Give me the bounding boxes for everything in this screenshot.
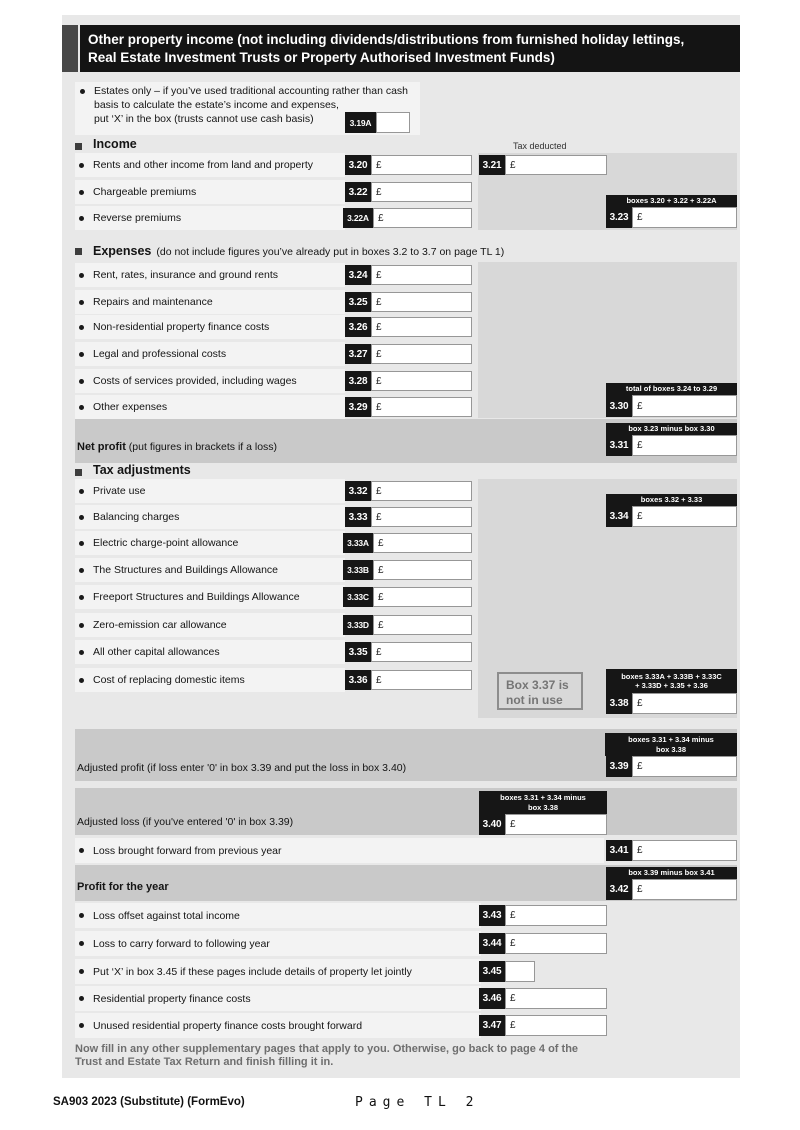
box-input-3.31[interactable] <box>632 435 737 456</box>
bullet-icon <box>79 996 84 1001</box>
box-3.37-note-line2: not in use <box>506 693 563 707</box>
bullet-icon <box>79 913 84 918</box>
bullet-icon <box>79 623 84 628</box>
section-square-icon <box>75 469 82 476</box>
summary-caption-3.40-line2: box 3.38 <box>527 802 558 812</box>
box-input-3.39[interactable] <box>632 756 737 777</box>
adjusted-loss-label: Adjusted loss (if you've entered '0' in box 3.39) <box>77 816 294 828</box>
box-input-3.36[interactable] <box>371 670 472 690</box>
header-side-strip <box>62 25 78 72</box>
profit-for-year-label: Profit for the year <box>77 881 169 893</box>
summary-caption-3.42: box 3.39 minus box 3.41 <box>606 867 737 879</box>
box-number-3.38: 3.38 <box>606 693 632 714</box>
form-id-footer: SA903 2023 (Substitute) (FormEvo) <box>53 1096 245 1108</box>
box-number-3.25: 3.25 <box>345 292 371 312</box>
pound-sign: £ <box>637 884 643 895</box>
row-label: Zero-emission car allowance <box>93 619 227 631</box>
row-label: Unused residential property finance costs brought forward <box>93 1019 363 1032</box>
summary-caption-3.38-line1: boxes 3.33A + 3.33B + 3.33C <box>621 671 722 681</box>
box-number-3.33: 3.33 <box>345 507 371 527</box>
pound-sign: £ <box>376 269 382 281</box>
row-label: Loss to carry forward to following year <box>93 937 270 950</box>
box-number-3.21: 3.21 <box>479 155 505 175</box>
tax-adjustments-title: Tax adjustments <box>93 463 191 477</box>
row-3.33 <box>75 505 345 529</box>
box-number-3.39: 3.39 <box>606 756 632 777</box>
bullet-icon <box>79 325 84 330</box>
row-3.26 <box>75 315 345 339</box>
row-3.33D <box>75 613 345 637</box>
summary-caption-3.23: boxes 3.20 + 3.22 + 3.22A <box>606 195 737 207</box>
box-input-3.30[interactable] <box>632 395 737 417</box>
row-label: Chargeable premiums <box>93 186 197 198</box>
pound-sign: £ <box>376 348 382 360</box>
row-3.33B <box>75 558 345 582</box>
row-label: All other capital allowances <box>93 646 220 658</box>
row-3.43 <box>75 903 481 928</box>
bullet-icon <box>79 941 84 946</box>
summary-caption-3.38 <box>606 669 737 693</box>
box-number-3.33D: 3.33D <box>343 615 373 635</box>
row-label: Electric charge-point allowance <box>93 537 239 549</box>
row-3.36 <box>75 668 345 692</box>
box-input-3.33A[interactable] <box>373 533 472 553</box>
box-input-3.47[interactable] <box>505 1015 607 1036</box>
bullet-icon <box>79 190 84 195</box>
row-label: Repairs and maintenance <box>93 296 213 308</box>
pound-sign: £ <box>378 537 384 549</box>
box-number-3.35: 3.35 <box>345 642 371 662</box>
box-number-3.26: 3.26 <box>345 317 371 337</box>
box-number-3.30: 3.30 <box>606 395 632 417</box>
estates-note-line3: put ‘X’ in the box (trusts cannot use cash basis) <box>94 113 314 125</box>
box-number-3.31: 3.31 <box>606 435 632 456</box>
row-label: Rents and other income from land and property <box>93 159 314 171</box>
closing-note <box>75 1043 578 1069</box>
net-profit-label-row <box>77 441 277 453</box>
summary-caption-3.38-line2: + 3.33D + 3.35 + 3.36 <box>635 681 708 690</box>
pound-sign: £ <box>378 591 384 603</box>
box-input-3.32[interactable] <box>371 481 472 501</box>
summary-caption-3.40 <box>479 791 607 814</box>
bullet-icon <box>79 163 84 168</box>
row-3.28 <box>75 369 345 393</box>
row-label: Reverse premiums <box>93 212 182 224</box>
net-profit-label: Net profit <box>77 441 126 453</box>
pound-sign: £ <box>376 646 382 658</box>
box-input-3.33C[interactable] <box>373 587 472 607</box>
page-number-footer: Page TL 2 <box>355 1095 480 1110</box>
box-number-3.19A: 3.19A <box>345 112 376 133</box>
box-number-3.32: 3.32 <box>345 481 371 501</box>
bullet-icon <box>80 89 85 94</box>
net-profit-note: (put figures in brackets if a loss) <box>125 441 278 453</box>
pound-sign: £ <box>637 511 643 522</box>
pound-sign: £ <box>376 296 382 308</box>
row-3.24 <box>75 263 345 287</box>
box-number-3.46: 3.46 <box>479 988 505 1009</box>
pound-sign: £ <box>376 485 382 497</box>
row-3.33C <box>75 585 345 609</box>
row-label: Balancing charges <box>93 511 180 523</box>
row-3.44 <box>75 931 481 956</box>
summary-caption-3.34: boxes 3.32 + 3.33 <box>606 494 737 506</box>
box-input-3.27[interactable] <box>371 344 472 364</box>
bullet-icon <box>79 1023 84 1028</box>
box-number-3.33C: 3.33C <box>343 587 373 607</box>
closing-note-line2: Trust and Estate Tax Return and finish filling it in. <box>75 1056 334 1068</box>
row-3.46 <box>75 986 481 1011</box>
box-input-3.40[interactable] <box>505 814 607 835</box>
pound-sign: £ <box>510 993 516 1004</box>
pound-sign: £ <box>376 186 382 198</box>
summary-caption-3.30: total of boxes 3.24 to 3.29 <box>606 383 737 395</box>
bullet-icon <box>79 650 84 655</box>
estates-note-line2: basis to calculate the estate’s income and expenses, <box>94 99 339 111</box>
row-label: Cost of replacing domestic items <box>93 674 245 686</box>
summary-caption-3.31: box 3.23 minus box 3.30 <box>606 423 737 435</box>
pound-sign: £ <box>510 159 516 171</box>
box-input-3.43[interactable] <box>505 905 607 926</box>
box-input-3.21[interactable] <box>505 155 607 175</box>
box-input-3.42[interactable] <box>632 879 737 900</box>
bullet-icon <box>79 300 84 305</box>
summary-caption-3.39-line1: boxes 3.31 + 3.34 minus <box>628 735 714 744</box>
box-input-3.26[interactable] <box>371 317 472 337</box>
row-label: Freeport Structures and Buildings Allowance <box>93 591 300 603</box>
box-number-3.36: 3.36 <box>345 670 371 690</box>
box-input-3.22[interactable] <box>371 182 472 202</box>
box-number-3.33A: 3.33A <box>343 533 373 553</box>
income-title: Income <box>93 137 137 151</box>
row-label: Residential property finance costs <box>93 992 251 1005</box>
bullet-icon <box>79 541 84 546</box>
pound-sign: £ <box>376 159 382 171</box>
expenses-title: Expenses <box>93 244 152 258</box>
section-header <box>80 25 740 72</box>
bullet-icon <box>79 678 84 683</box>
pound-sign: £ <box>378 619 384 631</box>
row-3.47 <box>75 1013 481 1038</box>
row-3.45 <box>75 959 481 984</box>
box-input-3.34[interactable] <box>632 506 737 527</box>
pound-sign: £ <box>637 698 643 709</box>
adjusted-profit-label: Adjusted profit (if loss enter '0' in box 3.39 and put the loss in box 3.40) <box>77 762 407 774</box>
bullet-icon <box>79 568 84 573</box>
box-input-3.25[interactable] <box>371 292 472 312</box>
box-number-3.40: 3.40 <box>479 814 505 835</box>
bullet-icon <box>79 969 84 974</box>
box-number-3.28: 3.28 <box>345 371 371 391</box>
box-number-3.34: 3.34 <box>606 506 632 527</box>
box-number-3.20: 3.20 <box>345 155 371 175</box>
row-3.22 <box>75 180 345 204</box>
row-3.32 <box>75 479 345 503</box>
box-input-3.24[interactable] <box>371 265 472 285</box>
pound-sign: £ <box>510 1020 516 1031</box>
row-label: Put ‘X’ in box 3.45 if these pages include details of property let jointly <box>93 965 412 978</box>
estates-note-line1: Estates only – if you’ve used traditional accounting rather than cash <box>94 85 409 97</box>
pound-sign: £ <box>510 819 516 830</box>
pound-sign: £ <box>376 375 382 387</box>
box-3.37-not-in-use-note <box>497 672 583 710</box>
box-number-3.33B: 3.33B <box>343 560 373 580</box>
box-number-3.23: 3.23 <box>606 207 632 228</box>
summary-caption-3.39 <box>605 733 737 756</box>
bullet-icon <box>79 489 84 494</box>
pound-sign: £ <box>637 845 643 856</box>
row-label: Loss brought forward from previous year <box>93 844 282 857</box>
bullet-icon <box>79 379 84 384</box>
pound-sign: £ <box>637 212 643 223</box>
bullet-icon <box>79 405 84 410</box>
bullet-icon <box>79 352 84 357</box>
section-header-line1: Other property income (not including dividends/distributions from furnished holiday lettings, <box>88 32 685 47</box>
pound-sign: £ <box>376 511 382 523</box>
row-3.22A <box>75 206 345 230</box>
row-3.25 <box>75 290 345 314</box>
row-3.27 <box>75 342 345 366</box>
box-input-3.19A[interactable] <box>376 112 410 133</box>
box-input-3.38[interactable] <box>632 693 737 714</box>
expenses-title-row <box>93 242 504 260</box>
row-label: The Structures and Buildings Allowance <box>93 564 279 576</box>
box-number-3.41: 3.41 <box>606 840 632 861</box>
row-label: Legal and professional costs <box>93 348 227 360</box>
pound-sign: £ <box>637 400 643 412</box>
row-label: Non-residential property finance costs <box>93 321 270 333</box>
box-input-3.45[interactable] <box>505 961 535 982</box>
box-input-3.23[interactable] <box>632 207 737 228</box>
tax-deducted-label: Tax deducted <box>513 141 567 151</box>
pound-sign: £ <box>378 212 384 224</box>
row-label: Costs of services provided, including wages <box>93 375 297 387</box>
section-square-icon <box>75 143 82 150</box>
pound-sign: £ <box>376 321 382 333</box>
box-input-3.33D[interactable] <box>373 615 472 635</box>
pound-sign: £ <box>510 910 516 921</box>
box-input-3.28[interactable] <box>371 371 472 391</box>
pound-sign: £ <box>637 761 643 772</box>
expenses-title-note: (do not include figures you’ve already put in boxes 3.2 to 3.7 on page TL 1) <box>156 246 505 258</box>
box-input-3.46[interactable] <box>505 988 607 1009</box>
box-input-3.35[interactable] <box>371 642 472 662</box>
section-header-line2: Real Estate Investment Trusts or Property Authorised Investment Funds) <box>88 49 555 65</box>
box-number-3.44: 3.44 <box>479 933 505 954</box>
box-input-3.33[interactable] <box>371 507 472 527</box>
box-input-3.44[interactable] <box>505 933 607 954</box>
row-3.33A <box>75 531 345 555</box>
box-input-3.22A[interactable] <box>373 208 472 228</box>
box-number-3.43: 3.43 <box>479 905 505 926</box>
box-number-3.27: 3.27 <box>345 344 371 364</box>
row-label: Other expenses <box>93 401 168 413</box>
bullet-icon <box>79 595 84 600</box>
summary-caption-3.39-line2: box 3.38 <box>655 744 686 754</box>
box-input-3.33B[interactable] <box>373 560 472 580</box>
box-input-3.29[interactable] <box>371 397 472 417</box>
box-number-3.29: 3.29 <box>345 397 371 417</box>
bullet-icon <box>79 515 84 520</box>
box-number-3.42: 3.42 <box>606 879 632 900</box>
bullet-icon <box>79 273 84 278</box>
pound-sign: £ <box>376 401 382 413</box>
pound-sign: £ <box>378 564 384 576</box>
row-3.35 <box>75 640 345 664</box>
closing-note-line1: Now fill in any other supplementary pages that apply to you. Otherwise, go back to page 4 of the <box>75 1043 579 1055</box>
box-number-3.22A: 3.22A <box>343 208 373 228</box>
box-input-3.41[interactable] <box>632 840 737 861</box>
pound-sign: £ <box>376 674 382 686</box>
row-3.29 <box>75 395 345 419</box>
box-number-3.22: 3.22 <box>345 182 371 202</box>
pound-sign: £ <box>510 938 516 949</box>
box-input-3.20[interactable] <box>371 155 472 175</box>
section-square-icon <box>75 248 82 255</box>
row-label: Private use <box>93 485 146 497</box>
box-number-3.24: 3.24 <box>345 265 371 285</box>
row-label: Loss offset against total income <box>93 909 240 922</box>
box-number-3.45: 3.45 <box>479 961 505 982</box>
bullet-icon <box>79 848 84 853</box>
pound-sign: £ <box>637 440 643 451</box>
summary-caption-3.40-line1: boxes 3.31 + 3.34 minus <box>500 793 586 802</box>
bullet-icon <box>79 216 84 221</box>
box-3.37-note-line1: Box 3.37 is <box>506 678 569 692</box>
box-number-3.47: 3.47 <box>479 1015 505 1036</box>
row-3.41 <box>75 838 604 863</box>
row-3.20 <box>75 153 345 177</box>
row-label: Rent, rates, insurance and ground rents <box>93 269 279 281</box>
